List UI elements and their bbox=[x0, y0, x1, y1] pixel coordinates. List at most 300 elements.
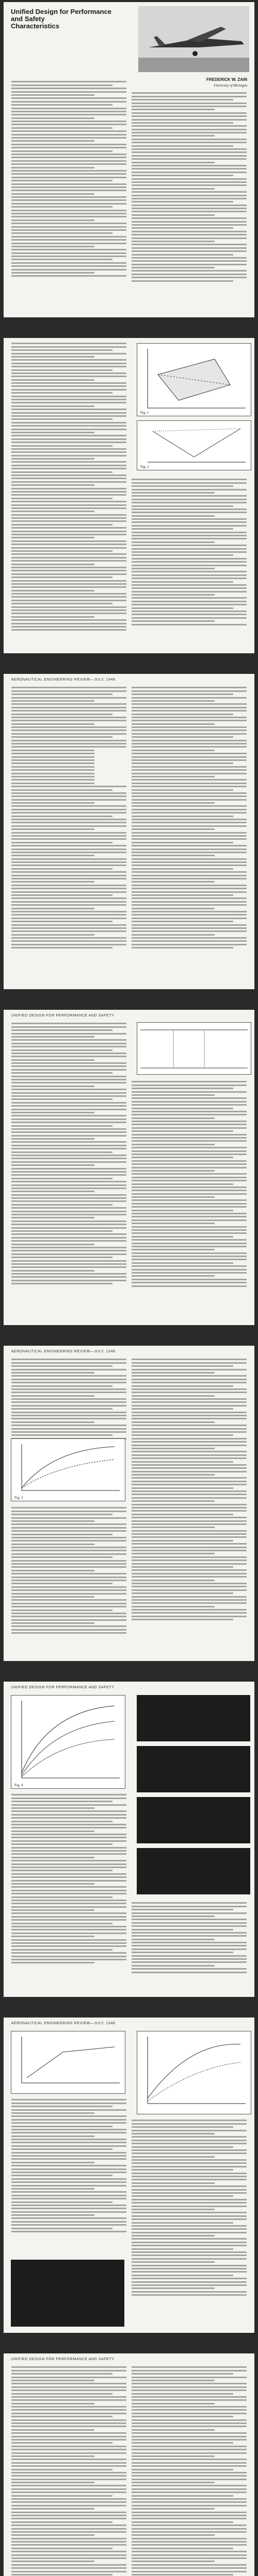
text-line bbox=[11, 1135, 127, 1137]
text-line bbox=[132, 940, 247, 942]
text-line bbox=[132, 2436, 247, 2437]
text-line bbox=[132, 1088, 233, 1089]
text-line bbox=[11, 2214, 94, 2216]
text-line bbox=[11, 190, 127, 191]
text-line bbox=[132, 2133, 215, 2134]
text-line bbox=[132, 264, 247, 265]
text-line bbox=[132, 558, 247, 560]
text-line bbox=[11, 1550, 127, 1551]
text-line bbox=[132, 2518, 247, 2519]
text-line bbox=[11, 1102, 127, 1104]
text-line bbox=[11, 203, 127, 205]
text-line bbox=[11, 1023, 127, 1024]
text-line bbox=[11, 491, 127, 493]
text-line bbox=[11, 1283, 113, 1284]
text-line bbox=[11, 1566, 127, 1568]
page-3 bbox=[4, 674, 254, 989]
text-line bbox=[132, 1609, 247, 1611]
text-line bbox=[132, 254, 233, 256]
text-line bbox=[11, 173, 127, 175]
text-line bbox=[132, 2215, 247, 2217]
text-line bbox=[11, 1365, 113, 1367]
text-column-left bbox=[11, 685, 127, 987]
text-line bbox=[132, 2528, 247, 2530]
text-line bbox=[132, 2442, 233, 2444]
text-line bbox=[132, 1434, 233, 1436]
text-line bbox=[132, 822, 247, 823]
text-line bbox=[132, 2159, 247, 2161]
text-line bbox=[11, 396, 127, 397]
text-line bbox=[11, 2366, 127, 2368]
text-line bbox=[11, 756, 94, 758]
chart-icon bbox=[11, 1696, 125, 1788]
text-line bbox=[11, 723, 94, 725]
text-line bbox=[11, 94, 94, 96]
text-line bbox=[11, 799, 127, 801]
text-line bbox=[11, 2386, 127, 2388]
text-line bbox=[11, 743, 127, 744]
text-line bbox=[132, 1415, 247, 1416]
text-line bbox=[11, 1577, 127, 1578]
text-line bbox=[132, 2173, 247, 2174]
text-line bbox=[132, 1372, 215, 1374]
text-line bbox=[11, 2551, 127, 2552]
text-line bbox=[132, 2275, 233, 2276]
text-line bbox=[132, 1219, 247, 1221]
text-line bbox=[132, 1193, 247, 1195]
text-line bbox=[11, 1593, 127, 1595]
text-line bbox=[11, 1606, 127, 1607]
text-line bbox=[11, 1625, 127, 1627]
text-line bbox=[11, 1919, 127, 1921]
text-line bbox=[132, 2199, 247, 2200]
text-line bbox=[11, 140, 94, 142]
text-line bbox=[132, 2505, 247, 2506]
text-line bbox=[11, 2099, 127, 2100]
text-line bbox=[11, 1952, 127, 1954]
text-line bbox=[132, 1547, 247, 1548]
text-line bbox=[132, 2130, 247, 2131]
text-line bbox=[11, 586, 127, 588]
text-line bbox=[11, 2492, 127, 2493]
text-line bbox=[132, 1239, 247, 1241]
text-line bbox=[132, 881, 215, 883]
text-line bbox=[11, 1155, 127, 1156]
text-line bbox=[132, 1395, 215, 1397]
text-line bbox=[11, 1959, 127, 1960]
text-line bbox=[132, 591, 247, 592]
text-line bbox=[11, 1909, 94, 1911]
text-line bbox=[11, 2145, 127, 2147]
text-line bbox=[132, 1256, 247, 1257]
text-line bbox=[11, 2406, 127, 2408]
text-line bbox=[132, 914, 247, 916]
text-line bbox=[11, 2178, 127, 2180]
text-line bbox=[132, 2185, 247, 2187]
text-line bbox=[11, 885, 127, 886]
text-line bbox=[132, 894, 233, 896]
text-line bbox=[11, 154, 127, 155]
text-line bbox=[11, 2541, 127, 2543]
text-line bbox=[11, 740, 127, 741]
text-line bbox=[11, 2508, 94, 2510]
text-line bbox=[132, 2409, 247, 2411]
text-line bbox=[11, 2205, 127, 2206]
text-line bbox=[132, 2389, 247, 2391]
text-line bbox=[11, 733, 127, 735]
text-line bbox=[132, 597, 247, 599]
text-line bbox=[11, 108, 127, 109]
text-line bbox=[11, 507, 127, 509]
text-line bbox=[132, 723, 215, 725]
text-line bbox=[11, 1613, 127, 1614]
text-line bbox=[132, 1418, 247, 1419]
text-column-right bbox=[132, 1901, 247, 1993]
text-line bbox=[132, 2564, 247, 2566]
text-line bbox=[11, 206, 113, 208]
text-line bbox=[132, 868, 233, 870]
text-line bbox=[11, 2515, 127, 2516]
text-line bbox=[132, 2541, 247, 2543]
text-line bbox=[132, 2495, 233, 2497]
text-line bbox=[11, 1062, 127, 1064]
text-line bbox=[132, 584, 247, 586]
text-line bbox=[11, 1171, 127, 1173]
text-line bbox=[11, 1583, 113, 1584]
text-line bbox=[132, 2287, 215, 2289]
text-column-left bbox=[11, 1021, 127, 1323]
text-line bbox=[11, 2512, 127, 2513]
text-line bbox=[132, 2169, 233, 2171]
text-line bbox=[11, 1233, 127, 1235]
text-line bbox=[132, 703, 247, 705]
text-line bbox=[11, 570, 127, 571]
text-line bbox=[11, 1109, 127, 1110]
text-line bbox=[132, 2153, 247, 2154]
text-line bbox=[132, 1955, 247, 1957]
text-line bbox=[132, 1484, 247, 1485]
text-line bbox=[132, 1134, 247, 1136]
text-line bbox=[11, 832, 127, 834]
text-line bbox=[11, 1405, 127, 1406]
text-line bbox=[132, 607, 233, 609]
text-line bbox=[132, 1275, 215, 1277]
text-line bbox=[132, 865, 247, 866]
text-line bbox=[132, 109, 215, 110]
page-7 bbox=[4, 2018, 254, 2333]
text-line bbox=[132, 2492, 247, 2493]
text-line bbox=[11, 1200, 127, 1202]
text-line bbox=[132, 1523, 247, 1525]
text-line bbox=[11, 494, 127, 496]
text-line bbox=[132, 753, 247, 754]
text-line bbox=[132, 2446, 247, 2447]
text-line bbox=[11, 544, 127, 545]
text-line bbox=[11, 2501, 127, 2503]
text-line bbox=[132, 937, 247, 939]
text-line bbox=[11, 1853, 127, 1855]
text-line bbox=[132, 816, 233, 817]
text-line bbox=[132, 535, 247, 536]
text-line bbox=[132, 195, 247, 196]
text-line bbox=[132, 1536, 247, 1538]
text-line bbox=[132, 2281, 247, 2283]
text-line bbox=[132, 2439, 247, 2441]
text-line bbox=[132, 1243, 247, 1244]
table-figure bbox=[137, 1022, 251, 1075]
text-column-left bbox=[11, 2365, 127, 2576]
text-line bbox=[132, 1412, 247, 1413]
text-line bbox=[132, 2462, 247, 2464]
text-line bbox=[132, 1236, 233, 1238]
text-line bbox=[11, 1398, 127, 1400]
page-5 bbox=[4, 1346, 254, 1661]
text-line bbox=[11, 553, 127, 555]
text-line bbox=[132, 1556, 247, 1558]
text-line bbox=[132, 2571, 247, 2572]
text-line bbox=[132, 521, 247, 523]
text-line bbox=[11, 766, 94, 768]
text-line bbox=[11, 2571, 127, 2572]
text-line bbox=[132, 2521, 233, 2523]
text-line bbox=[11, 2103, 127, 2104]
text-line bbox=[11, 1603, 127, 1604]
text-line bbox=[132, 904, 247, 906]
title-line-3: Characteristics bbox=[11, 22, 59, 30]
text-line bbox=[11, 1260, 127, 1262]
text-line bbox=[132, 2278, 247, 2279]
text-line bbox=[132, 1474, 215, 1476]
text-line bbox=[132, 2143, 247, 2144]
text-line bbox=[132, 257, 247, 259]
text-line bbox=[132, 690, 247, 692]
text-line bbox=[132, 918, 247, 919]
text-line bbox=[132, 274, 247, 275]
text-line bbox=[132, 515, 215, 517]
text-line bbox=[11, 1794, 127, 1795]
text-line bbox=[132, 548, 247, 550]
text-column-right bbox=[132, 1079, 247, 1321]
text-line bbox=[132, 1602, 247, 1604]
text-line bbox=[11, 2403, 94, 2404]
text-line bbox=[11, 346, 127, 348]
text-line bbox=[11, 1395, 94, 1397]
text-line bbox=[11, 2126, 113, 2127]
text-line bbox=[11, 918, 127, 919]
text-line bbox=[132, 184, 247, 186]
text-line bbox=[11, 1257, 113, 1258]
text-line bbox=[132, 611, 247, 612]
text-line bbox=[132, 1229, 247, 1231]
text-line bbox=[11, 1530, 127, 1532]
text-line bbox=[11, 1876, 127, 1878]
text-line bbox=[132, 2149, 247, 2151]
text-line bbox=[11, 465, 127, 466]
text-line bbox=[11, 2419, 127, 2421]
page-6 bbox=[4, 1682, 254, 1997]
text-line bbox=[132, 151, 247, 153]
text-line bbox=[132, 2245, 247, 2246]
text-line bbox=[132, 2268, 247, 2269]
text-line bbox=[11, 911, 127, 912]
text-line bbox=[11, 1523, 127, 1525]
text-line bbox=[11, 236, 127, 238]
text-line bbox=[11, 1570, 94, 1571]
text-line bbox=[11, 600, 127, 601]
text-line bbox=[132, 132, 247, 133]
text-line bbox=[11, 550, 113, 552]
text-line bbox=[132, 2218, 247, 2220]
text-line bbox=[11, 2488, 127, 2490]
text-line bbox=[11, 511, 94, 512]
text-line bbox=[11, 2413, 127, 2414]
text-line bbox=[11, 693, 113, 695]
text-column-right bbox=[132, 2365, 247, 2576]
text-line bbox=[11, 2452, 127, 2454]
text-line bbox=[11, 697, 127, 699]
text-line bbox=[132, 773, 247, 774]
text-line bbox=[132, 700, 215, 702]
text-line bbox=[11, 160, 127, 162]
text-line bbox=[132, 871, 247, 873]
text-line bbox=[11, 937, 127, 939]
text-line bbox=[132, 1533, 247, 1535]
text-line bbox=[11, 2393, 113, 2395]
text-line bbox=[11, 134, 127, 135]
text-line bbox=[132, 96, 247, 97]
text-line bbox=[11, 219, 94, 221]
text-line bbox=[11, 1886, 127, 1888]
text-line bbox=[11, 1912, 127, 1914]
text-line bbox=[132, 2176, 247, 2177]
text-line bbox=[132, 2485, 247, 2486]
text-line bbox=[11, 1939, 127, 1941]
text-line bbox=[11, 2231, 127, 2232]
text-line bbox=[132, 746, 247, 748]
text-line bbox=[11, 187, 127, 188]
text-line bbox=[11, 1821, 113, 1822]
text-line bbox=[11, 2442, 113, 2444]
text-line bbox=[132, 1084, 247, 1086]
text-line bbox=[11, 947, 113, 948]
text-line bbox=[11, 1053, 127, 1054]
text-line bbox=[132, 168, 247, 170]
text-line bbox=[132, 1108, 233, 1109]
text-line bbox=[132, 2554, 247, 2556]
text-line bbox=[11, 593, 127, 595]
text-line bbox=[11, 1619, 127, 1621]
text-line bbox=[132, 1441, 247, 1443]
text-line bbox=[11, 904, 127, 906]
text-line bbox=[132, 1226, 247, 1228]
text-line bbox=[11, 1273, 127, 1275]
text-line bbox=[132, 2195, 233, 2197]
text-line bbox=[132, 1190, 247, 1191]
text-line bbox=[132, 482, 247, 484]
text-line bbox=[132, 172, 247, 173]
text-line bbox=[11, 2115, 127, 2117]
text-line bbox=[11, 1359, 127, 1360]
text-line bbox=[132, 1124, 247, 1125]
text-line bbox=[132, 188, 215, 190]
text-line bbox=[11, 1834, 127, 1835]
photo-5 bbox=[11, 2260, 124, 2327]
text-line bbox=[11, 1131, 127, 1133]
text-line bbox=[132, 1583, 247, 1584]
text-line bbox=[11, 1217, 94, 1218]
text-line bbox=[132, 1163, 247, 1165]
text-line bbox=[132, 2567, 247, 2569]
text-line bbox=[11, 2228, 113, 2229]
text-column-left bbox=[11, 79, 127, 311]
text-line bbox=[132, 2162, 247, 2164]
text-line bbox=[11, 2198, 127, 2199]
text-line bbox=[11, 1609, 113, 1611]
text-line bbox=[132, 1612, 247, 1614]
text-line bbox=[11, 1250, 127, 1251]
text-line bbox=[132, 1269, 247, 1270]
text-line bbox=[11, 272, 94, 274]
text-line bbox=[11, 1798, 127, 1799]
text-line bbox=[11, 557, 127, 558]
text-line bbox=[11, 1903, 127, 1904]
text-line bbox=[132, 489, 247, 490]
text-line bbox=[132, 924, 247, 926]
text-line bbox=[11, 343, 127, 344]
text-line bbox=[132, 2393, 233, 2395]
text-line bbox=[11, 2217, 127, 2219]
text-line bbox=[132, 852, 247, 853]
text-line bbox=[11, 1197, 127, 1199]
text-line bbox=[132, 825, 247, 827]
text-line bbox=[132, 1490, 247, 1492]
text-line bbox=[132, 238, 247, 239]
text-line bbox=[132, 1111, 247, 1112]
text-line bbox=[11, 805, 127, 807]
text-line bbox=[132, 809, 247, 810]
text-line bbox=[11, 2155, 127, 2157]
text-line bbox=[132, 1965, 215, 1967]
text-line bbox=[132, 125, 247, 127]
text-line bbox=[11, 216, 127, 217]
text-line bbox=[132, 554, 233, 556]
text-line bbox=[11, 1033, 127, 1035]
text-line bbox=[132, 1527, 215, 1528]
text-line bbox=[11, 2472, 127, 2473]
text-line bbox=[11, 1211, 127, 1212]
text-column-left bbox=[11, 2097, 127, 2257]
text-line bbox=[132, 2235, 215, 2236]
text-line bbox=[11, 1029, 113, 1031]
text-line bbox=[132, 1948, 247, 1950]
text-line bbox=[132, 1619, 233, 1620]
text-line bbox=[132, 1081, 247, 1082]
running-head: UNIFIED DESIGN FOR PERFORMANCE AND SAFETY bbox=[11, 1014, 115, 1018]
text-line bbox=[132, 1471, 247, 1472]
text-line bbox=[132, 211, 247, 212]
text-line bbox=[132, 119, 247, 121]
text-line bbox=[132, 2136, 247, 2138]
figure-1 bbox=[137, 343, 251, 416]
text-line bbox=[11, 590, 94, 591]
text-line bbox=[11, 527, 127, 529]
text-line bbox=[132, 1520, 247, 1522]
text-line bbox=[11, 2380, 94, 2381]
text-line bbox=[132, 181, 247, 183]
text-line bbox=[11, 2429, 94, 2431]
text-line bbox=[132, 1454, 247, 1456]
text-line bbox=[11, 1810, 127, 1812]
